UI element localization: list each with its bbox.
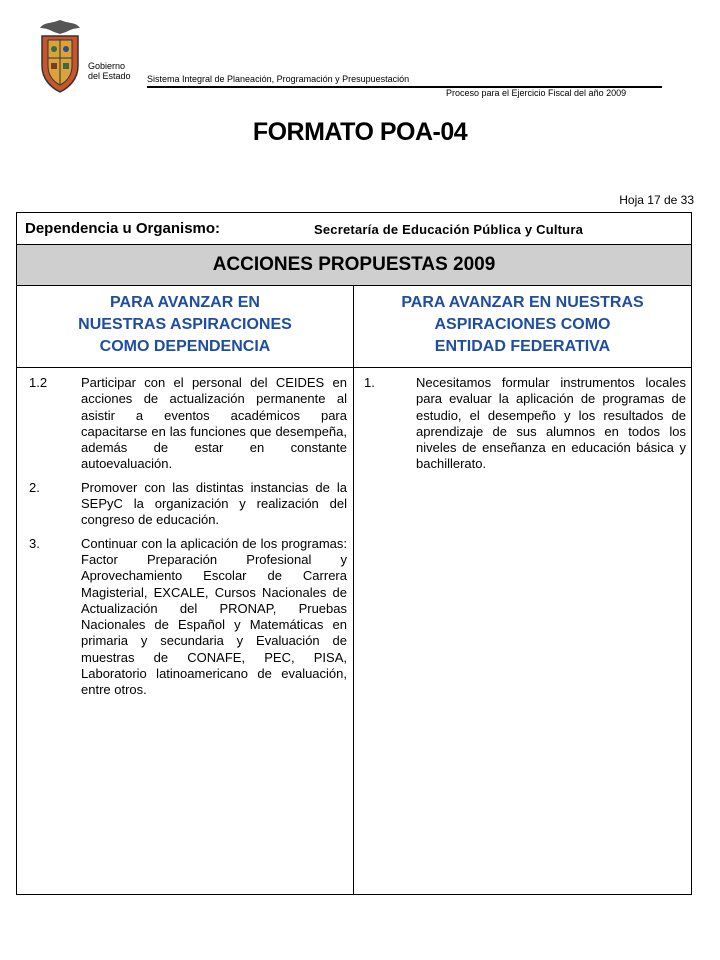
sistema-label: Sistema Integral de Planeación, Programación y Presupuestación (147, 74, 410, 84)
page-title: FORMATO POA-04 (252, 118, 468, 146)
dependencia-value: Secretaría de Educación Pública y Cultura (314, 222, 584, 237)
left-header-line: COMO DEPENDENCIA (99, 338, 271, 355)
right-header-line: PARA AVANZAR EN NUESTRAS (401, 294, 644, 311)
list-item (364, 375, 686, 473)
list-item (29, 375, 347, 473)
left-header-line: PARA AVANZAR EN (110, 294, 260, 311)
item-text: Participar con el personal del CEIDES en acciones de actualización permanente al asistir a eventos académicos para capacitarse en las funciones que desempeña, además de estar en constante autoevaluación. (81, 375, 347, 472)
item-number: 2. (29, 479, 40, 495)
right-actions-list (364, 375, 686, 480)
acciones-header: ACCIONES PROPUESTAS 2009 (17, 245, 691, 286)
list-item (29, 480, 347, 529)
del-estado-text: del Estado (88, 71, 131, 81)
poa-form-table (16, 212, 692, 895)
state-coat-of-arms-icon (36, 18, 84, 96)
left-header-line: NUESTRAS ASPIRACIONES (78, 316, 292, 333)
left-actions-list (29, 375, 347, 706)
item-text: Necesitamos formular instrumentos locales para evaluar la aplicación de programas de estudio, el desempeño y los resultados de aprendizaje de sus alumnos en todos los niveles de enseñanza en educación básica y bachillerato. (416, 375, 686, 472)
dependencia-row (17, 213, 691, 245)
left-column-header (17, 286, 353, 368)
item-number: 1. (364, 375, 375, 390)
list-item (29, 536, 347, 699)
page-number: Hoja 17 de 33 (619, 193, 694, 207)
gobierno-del-estado-label (88, 61, 131, 81)
proceso-label: Proceso para el Ejercicio Fiscal del año 2009 (446, 88, 627, 98)
gobierno-text: Gobierno (88, 61, 126, 71)
right-column-header (354, 286, 691, 368)
item-text: Continuar con la aplicación de los programas: Factor Preparación Profesional y Aprovechamiento Escolar de Carrera Magisterial, EXCALE, Cursos Nacionales de Actualización del PRONAP, Pruebas Nacionales de Español y Matemáticas en primaria y secundaria y Evaluación de muestras de CONAFE, PEC, PISA, Laboratorio latinoamericano de evaluación, entre otros. (81, 535, 347, 698)
right-header-line: ASPIRACIONES COMO (434, 316, 611, 333)
item-text: Promover con las distintas instancias de la SEPyC la organización y realización del congreso de educación. (81, 479, 347, 528)
item-number: 1.2 (29, 375, 48, 390)
column-divider (353, 286, 354, 894)
dependencia-label: Dependencia u Organismo: (25, 220, 221, 237)
item-number: 3. (29, 535, 40, 551)
right-header-line: ENTIDAD FEDERATIVA (434, 338, 611, 355)
